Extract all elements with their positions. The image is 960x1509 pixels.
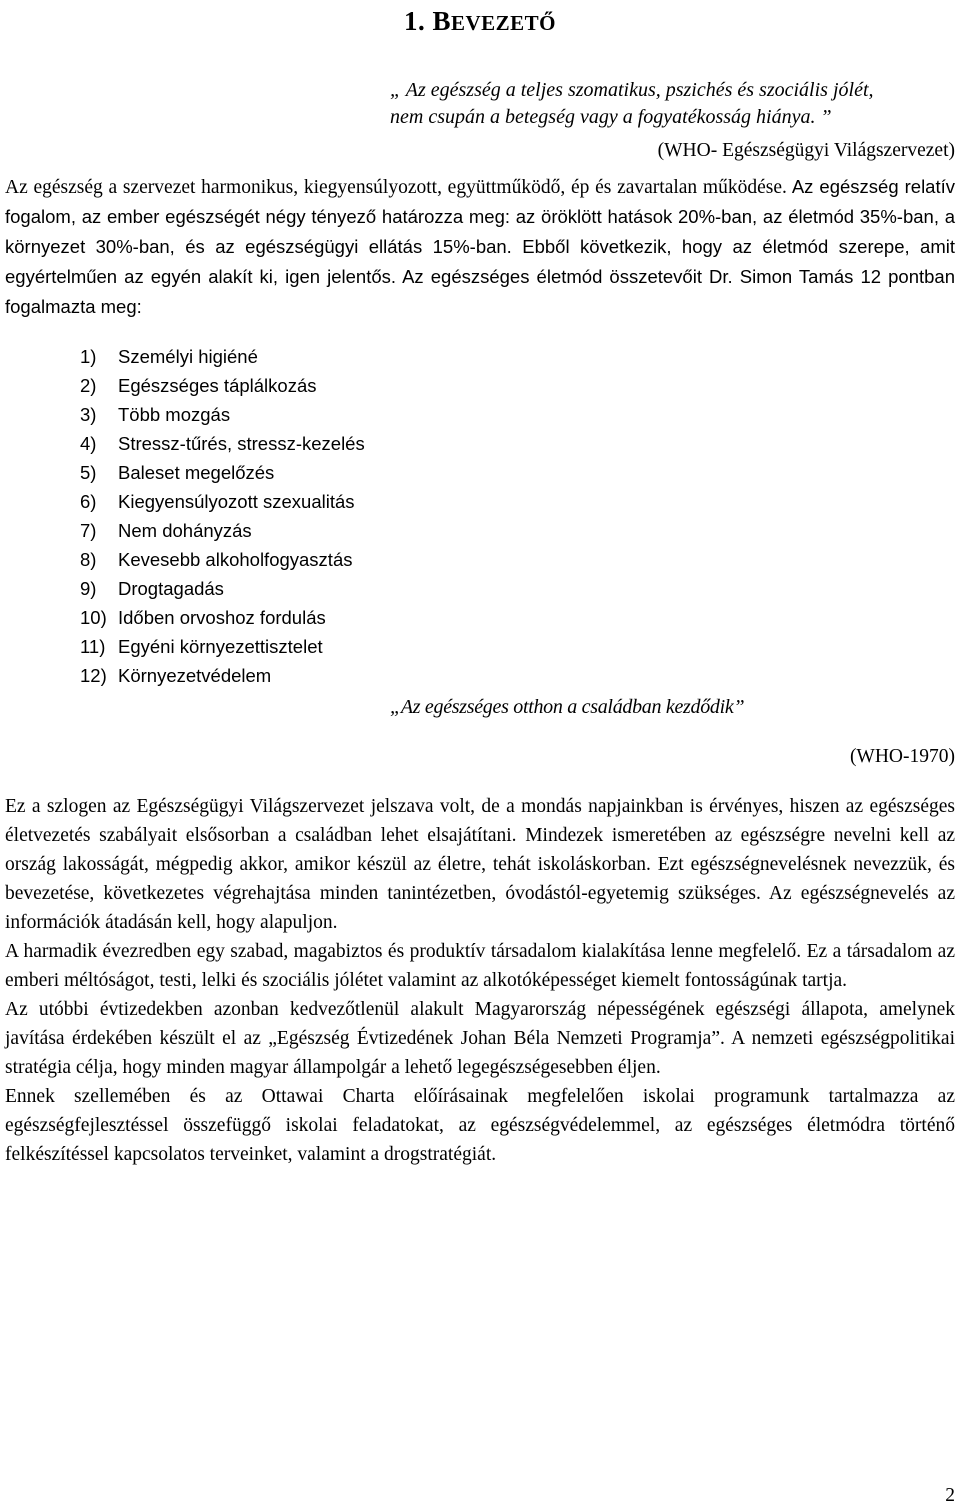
list-item-number: 9) [80,577,97,599]
list-item [80,574,955,603]
list-item [80,429,955,458]
document-page [5,0,955,1169]
list-item-text: Egészséges táplálkozás [118,374,317,396]
list-item-text: Személyi higiéné [118,345,258,367]
list-item [80,632,955,661]
list-item-text: Kevesebb alkoholfogyasztás [118,548,353,570]
list-item [80,371,955,400]
list-item [80,458,955,487]
list-item [80,342,955,371]
intro-sans-text-2: Ebből következik, hogy az életmód szerepe, amit egyértelműen az egyén alakít ki, igen jelentős. Az egészséges életmód összetevőit Dr. Simon Tamás 12 pontban fogalmazta meg: [5,236,955,317]
who-slogan-quote: „Az egészséges otthon a családban kezdődik” [390,695,745,718]
list-item [80,545,955,574]
list-item-text: Időben orvoshoz fordulás [118,606,326,628]
list-item-number: 12) [80,664,107,686]
who-definition-quote [390,77,955,131]
list-item-number: 3) [80,403,97,425]
list-item-text: Stressz-tűrés, stressz-kezelés [118,432,365,454]
list-item-number: 8) [80,548,97,570]
list-item-number: 5) [80,461,97,483]
intro-paragraph [5,172,955,322]
section-title-rest: EVEZETŐ [450,11,557,35]
healthy-lifestyle-list [5,342,955,690]
list-item-text: Baleset megelőzés [118,461,275,483]
list-item-number: 10) [80,606,107,628]
list-item-text: Kiegyensúlyozott szexualitás [118,490,355,512]
list-item-text: Több mozgás [118,403,231,425]
list-item-text: Nem dohányzás [118,519,252,541]
list-item-text: Környezetvédelem [118,664,272,686]
quote-line-2: nem csupán a betegség vagy a fogyatékosság hiánya. ” [390,106,832,128]
list-item [80,516,955,545]
body-paragraph: Ennek szellemében és az Ottawai Charta előírásainak megfelelően iskolai programunk tartalmazza az egészségfejlesztéssel összefüggő iskolai feladatokat, az egészségvédelemmel, az egészséges életmódra történő felkészítéssel kapcsolatos terveinket, valamint a drogstratégiát. [5,1085,955,1165]
body-paragraph: A harmadik évezredben egy szabad, magabiztos és produktív társadalom kialakítása lenne megfelelő. Ez a társadalom az emberi méltóságot, testi, lelki és szociális jólétet valamint az alkotóképességet kiemelt fontosságúnak tartja. [5,940,955,991]
list-item [80,400,955,429]
list-item [80,487,955,516]
body-paragraph: Ez a szlogen az Egészségügyi Világszervezet jelszava volt, de a mondás napjainkban is érvényes, hiszen az egészséges életvezetés szabályait elsősorban a családban lehet elsajátítani. Mindezek ismeretében az egészségre nevelni kell az ország lakosságát, mégpedig akkor, amikor készül az életre, tehát iskoláskorban. Ezt egészségnevelésnek nevezzük, és bevezetése, következetes végrehajtása minden tanintézetben, óvodástól-egyetemig szükséges. Az egészségnevelés az információk átadásán kell, hogy alapuljon. [5,795,955,933]
page-number: 2 [945,1485,955,1506]
list-item [80,661,955,690]
list-item-number: 2) [80,374,97,396]
quote-line-1: „ Az egészség a teljes szomatikus, pszichés és szociális jólét, [390,79,874,101]
intro-serif-text: Az egészség a szervezet harmonikus, kiegyensúlyozott, együttműködő, ép és zavartalan működése. [5,177,787,198]
intro-sans-text-1: Az egészség relatív fogalom, az ember egészségét négy tényező határozza meg: az öröklött hatások 20%-ban, az életmód 35%-ban, a környezet 30%-ban, és az egészségügyi ellátás 15%-ban. [5,176,956,257]
list-item [80,603,955,632]
list-item-text: Drogtagadás [118,577,224,599]
list-item-number: 1) [80,345,97,367]
list-item-number: 7) [80,519,97,541]
quote-source: (WHO- Egészségügyi Világszervezet) [657,140,955,161]
body-paragraph: Az utóbbi évtizedekben azonban kedvezőtlenül alakult Magyarország népességének egészségi állapota, amelynek javítása érdekében készült el az „Egészség Évtizedének Johan Béla Nemzeti Programja”. A nemzeti egészségpolitikai stratégia célja, hogy minden magyar állampolgár a lehető legegészségesebben éljen. [5,998,955,1078]
list-item-number: 4) [80,432,97,454]
list-item-number: 11) [80,635,106,657]
list-item-number: 6) [80,490,97,512]
list-item-text: Egyéni környezettisztelet [118,635,323,657]
section-title-number: 1. B [403,6,451,36]
section-title [5,5,955,39]
slogan-source: (WHO-1970) [849,745,955,767]
